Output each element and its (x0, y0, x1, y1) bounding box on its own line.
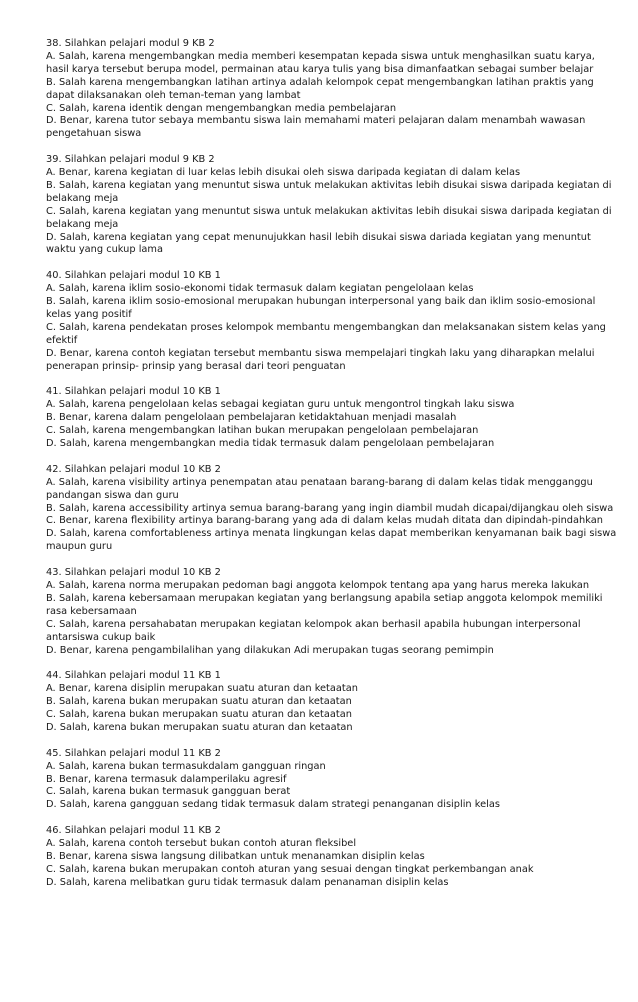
option-b: B. Salah karena mengembangkan latihan artinya adalah kelompok cepat mengembangkan latihan praktis yang dapat dilaksanakan oleh teman-teman yang lambat (46, 76, 594, 101)
option-c: C. Salah, karena persahabatan merupakan kegiatan kelompok akan berhasil apabila hubungan interpersonal antarsiswa cukup baik (46, 618, 581, 643)
option-c: C. Benar, karena flexibility artinya barang-barang yang ada di dalam kelas mudah ditata dan dipindah-pindahkan (46, 515, 603, 527)
option-b: B. Salah, karena kebersamaan merupakan kegiatan yang berlangsung apabila setiap anggota kelompok memiliki rasa kebersamaan (46, 592, 603, 617)
question-title: 38. Silahkan pelajari modul 9 KB 2 (46, 38, 215, 49)
option-c: C. Salah, karena bukan merupakan contoh aturan yang sesuai dengan tingkat perkembangan anak (46, 863, 534, 875)
question-title: 40. Silahkan pelajari modul 10 KB 1 (46, 270, 221, 282)
option-c: C. Salah, karena bukan termasuk gangguan berat (46, 786, 291, 798)
question-45 (46, 748, 620, 813)
question-title: 39. Silahkan pelajari modul 9 KB 2 (46, 154, 215, 166)
option-a: A. Salah, karena contoh tersebut bukan contoh aturan fleksibel (46, 838, 357, 850)
option-b: B. Benar, karena dalam pengelolaan pembelajaran ketidaktahuan menjadi masalah (46, 412, 457, 424)
option-b: B. Salah, karena bukan merupakan suatu aturan dan ketaatan (46, 696, 352, 708)
option-c: C. Salah, karena pendekatan proses kelompok membantu mengembangkan dan melaksanakan sistem kelas yang efektif (46, 321, 606, 346)
question-46 (46, 825, 620, 890)
option-d: D. Benar, karena contoh kegiatan tersebut membantu siswa mempelajari tingkah laku yang diharapkan melalui penerapan prinsip- prinsip yang berasal dari teori penguatan (46, 347, 595, 372)
question-title: 43. Silahkan pelajari modul 10 KB 2 (46, 567, 221, 579)
option-c: C. Salah, karena bukan merupakan suatu aturan dan ketaatan (46, 709, 352, 721)
option-a: A. Salah, karena pengelolaan kelas sebagai kegiatan guru untuk mengontrol tingkah laku siswa (46, 399, 515, 411)
option-b: B. Salah, karena kegiatan yang menuntut siswa untuk melakukan aktivitas lebih disukai siswa daripada kegiatan di belakang meja (46, 179, 612, 204)
question-41 (46, 386, 620, 451)
question-44 (46, 670, 620, 735)
option-a: A. Salah, karena mengembangkan media memberi kesempatan kepada siswa untuk menghasilkan suatu karya, hasil karya tersebut berupa model, permainan atau karya tulis yang bisa dimanfaatkan sebagai sumber belajar (46, 50, 595, 75)
option-d: D. Benar, karena pengambilalihan yang dilakukan Adi merupakan tugas seorang pemimpin (46, 644, 494, 656)
question-42 (46, 464, 620, 554)
option-a: A. Salah, karena bukan termasukdalam gangguan ringan (46, 760, 326, 772)
option-b: B. Salah, karena accessibility artinya semua barang-barang yang ingin diambil mudah dicapai/dijangkau oleh siswa (46, 502, 614, 514)
question-title: 41. Silahkan pelajari modul 10 KB 1 (46, 386, 221, 398)
question-38 (46, 38, 620, 141)
option-d: D. Salah, karena melibatkan guru tidak termasuk dalam penanaman disiplin kelas (46, 876, 449, 888)
question-39 (46, 154, 620, 257)
option-b: B. Benar, karena siswa langsung dilibatkan untuk menanamkan disiplin kelas (46, 850, 425, 862)
question-40 (46, 270, 620, 373)
option-a: A. Salah, karena norma merupakan pedoman bagi anggota kelompok tentang apa yang harus mereka lakukan (46, 579, 590, 591)
option-c: C. Salah, karena identik dengan mengembangkan media pembelajaran (46, 102, 397, 114)
question-title: 42. Silahkan pelajari modul 10 KB 2 (46, 463, 221, 475)
option-a: A. Benar, karena disiplin merupakan suatu aturan dan ketaatan (46, 683, 358, 695)
option-a: A. Salah, karena visibility artinya penempatan atau penataan barang-barang di dalam kelas tidak mengganggu pandangan siswa dan guru (46, 476, 593, 501)
option-b: B. Benar, karena termasuk dalamperilaku agresif (46, 773, 287, 785)
option-d: D. Salah, karena kegiatan yang cepat menunujukkan hasil lebih disukai siswa dariada kegiatan yang menuntut waktu yang cukup lama (46, 231, 591, 256)
option-d: D. Salah, karena bukan merupakan suatu aturan dan ketaatan (46, 721, 353, 733)
option-d: D. Salah, karena comfortableness artinya menata lingkungan kelas dapat memberikan kenyamanan baik bagi siswa maupun guru (46, 528, 617, 553)
option-a: A. Benar, karena kegiatan di luar kelas lebih disukai oleh siswa daripada kegiatan di dalam kelas (46, 167, 521, 179)
question-title: 46. Silahkan pelajari modul 11 KB 2 (46, 825, 221, 837)
option-d: D. Salah, karena mengembangkan media tidak termasuk dalam pengelolaan pembelajaran (46, 438, 495, 450)
option-d: D. Benar, karena tutor sebaya membantu siswa lain memahami materi pelajaran dalam menambah wawasan pengetahuan siswa (46, 115, 586, 140)
question-43 (46, 567, 620, 657)
option-c: C. Salah, karena kegiatan yang menuntut siswa untuk melakukan aktivitas lebih disukai siswa daripada kegiatan di belakang meja (46, 205, 612, 230)
question-title: 45. Silahkan pelajari modul 11 KB 2 (46, 747, 221, 759)
question-title: 44. Silahkan pelajari modul 11 KB 1 (46, 670, 221, 682)
option-d: D. Salah, karena gangguan sedang tidak termasuk dalam strategi penanganan disiplin kelas (46, 799, 500, 811)
option-b: B. Salah, karena iklim sosio-emosional merupakan hubungan interpersonal yang baik dan iklim sosio-emosional kelas yang positif (46, 296, 596, 320)
option-c: C. Salah, karena mengembangkan latihan bukan merupakan pengelolaan pembelajaran (46, 425, 479, 437)
option-a: A. Salah, karena iklim sosio-ekonomi tidak termasuk dalam kegiatan pengelolaan kelas (46, 283, 474, 295)
